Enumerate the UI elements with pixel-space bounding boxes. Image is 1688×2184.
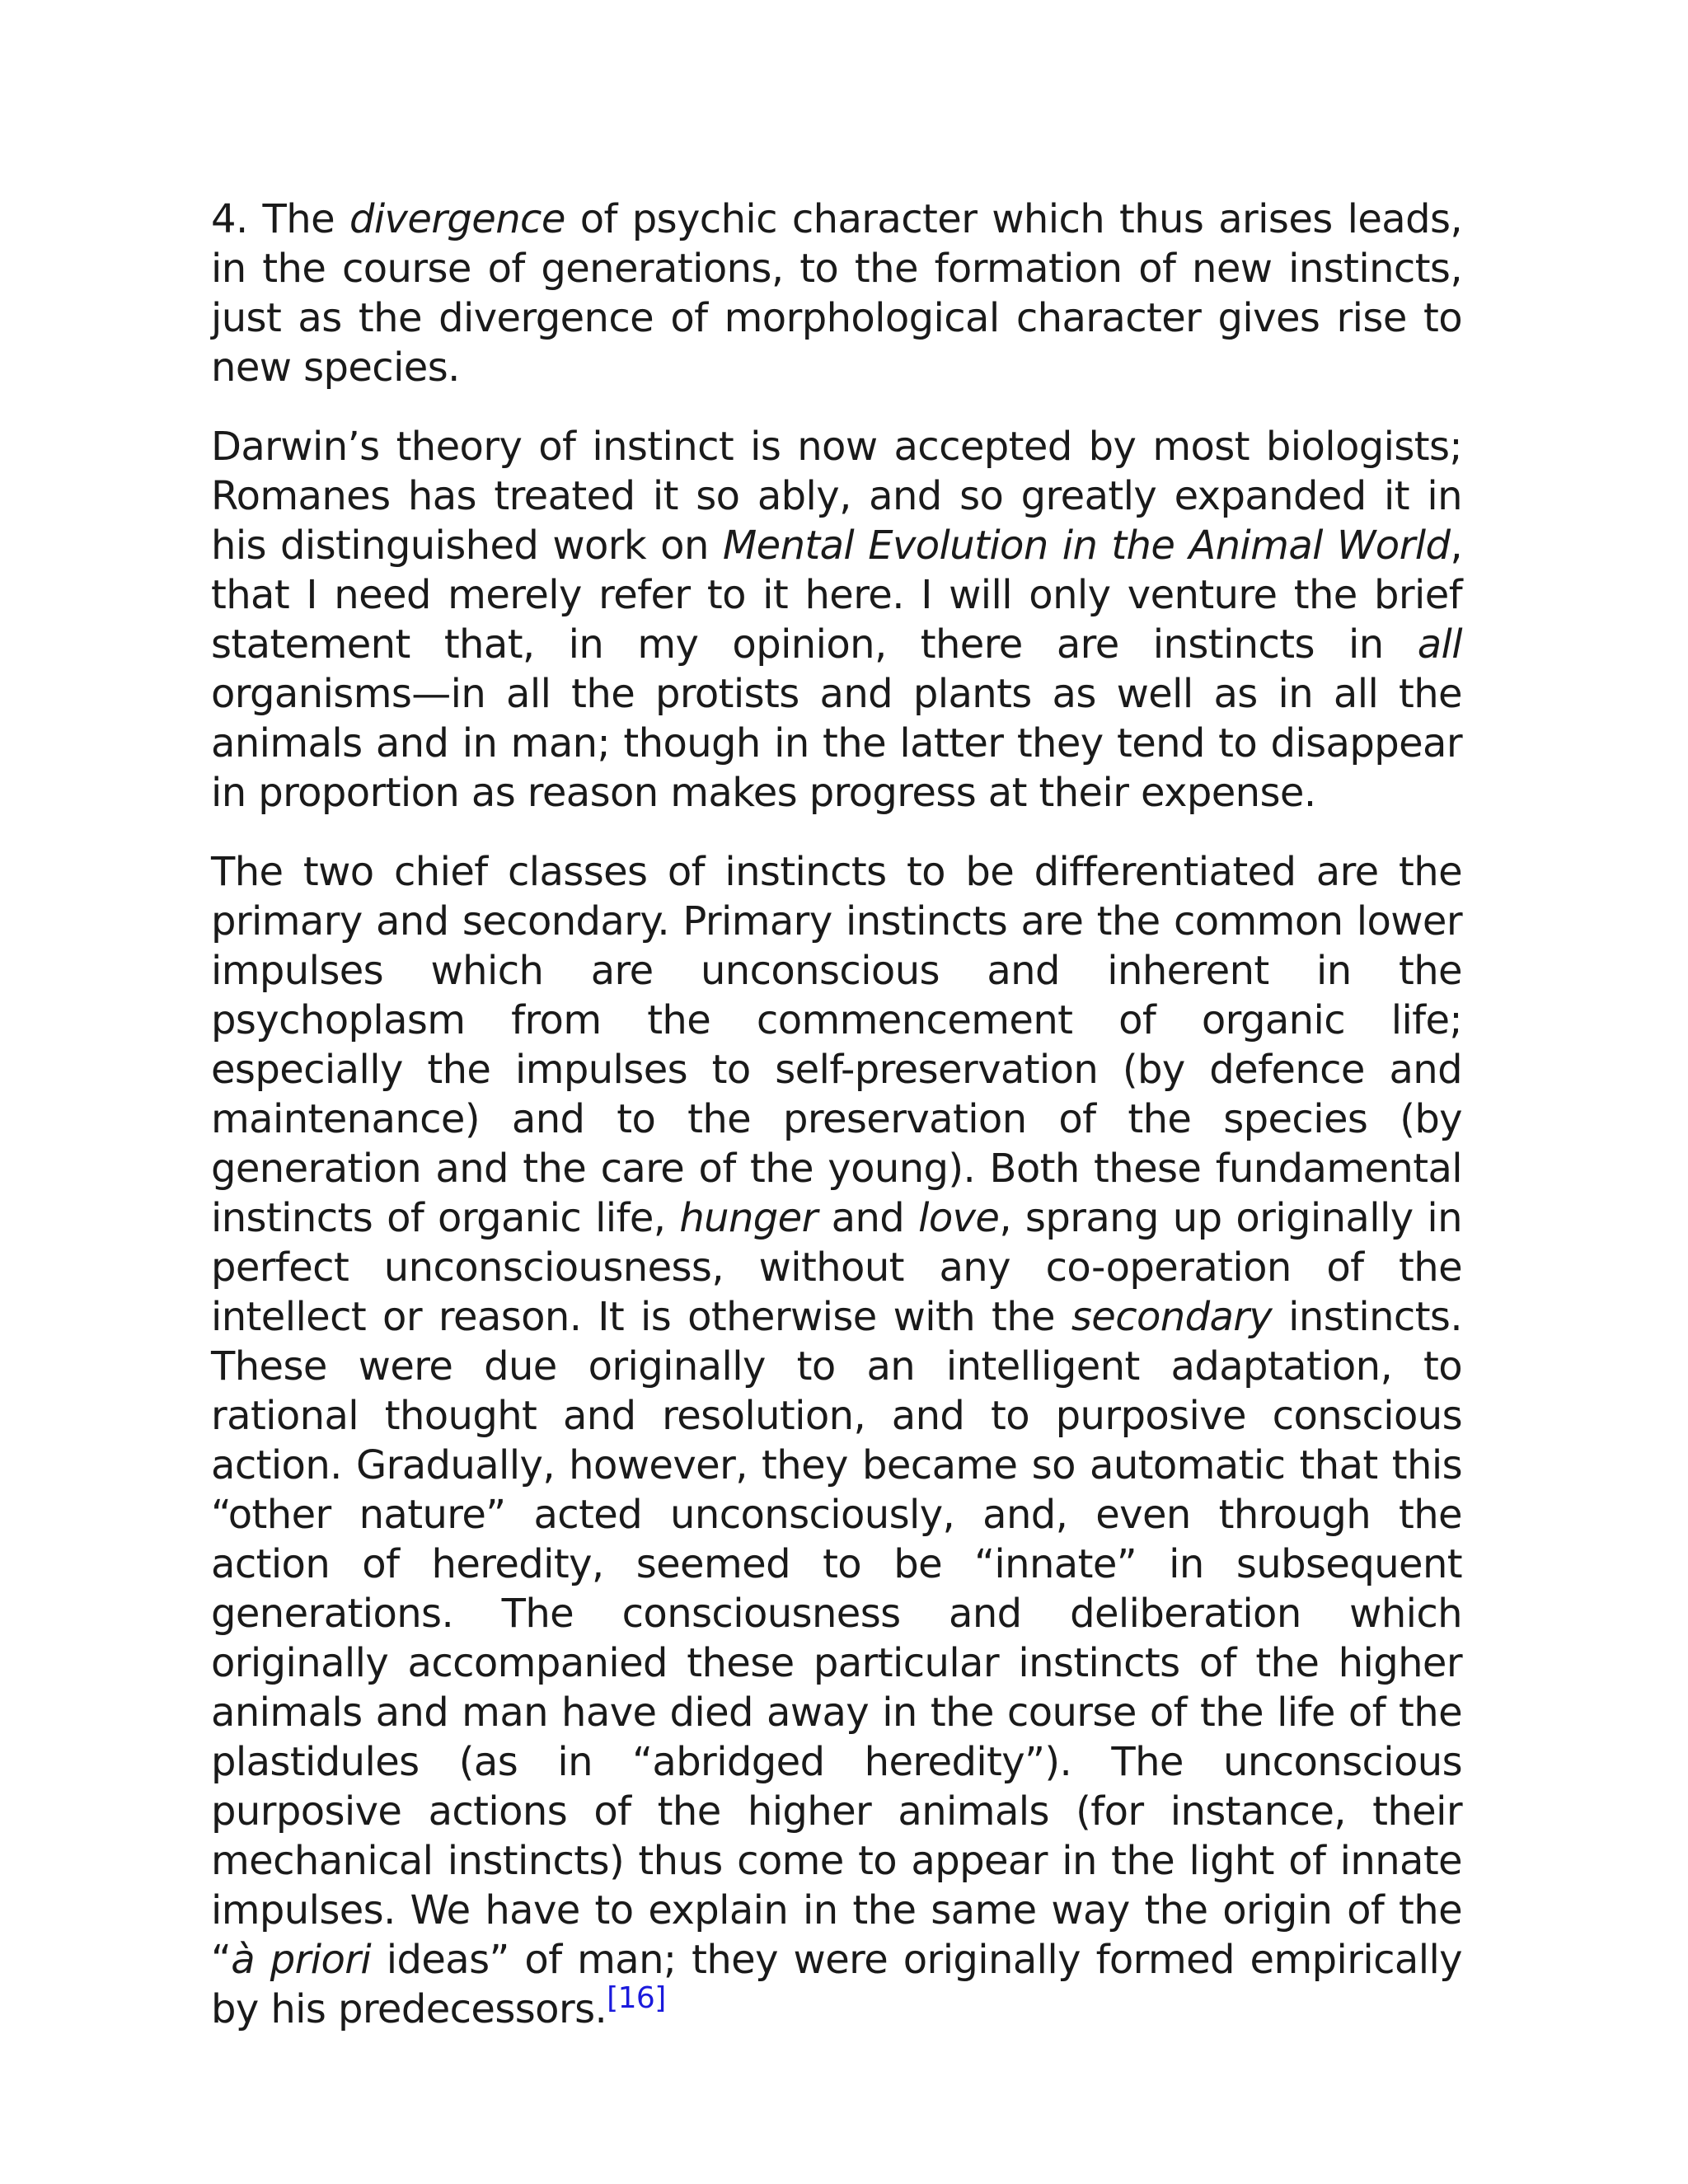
italic-text: hunger — [679, 1195, 818, 1241]
para-4-divergence — [211, 194, 1462, 392]
body-text: , that I need merely refer to it here. I will only venture the brief statement that, in my opinion, there are instincts in — [211, 523, 1462, 668]
body-text: organisms—in all the protists and plants as well as in all the animals and in man; though in the latter they tend to disappear in proportion as reason makes progress at their expense. — [211, 671, 1462, 816]
footnote-link[interactable]: [16] — [607, 1981, 666, 2015]
document-page — [211, 194, 1462, 2034]
italic-text: Mental Evolution in the Animal World — [722, 523, 1451, 569]
body-text: ideas” of man; they were originally formed empirically by his predecessors. — [211, 1937, 1462, 2032]
italic-text: all — [1417, 621, 1462, 668]
italic-text: secondary — [1071, 1294, 1273, 1340]
body-text: , sprang up originally in perfect unconsciousness, without any co-operation of the intellect or reason. It is otherwise with the — [211, 1195, 1462, 1340]
body-text: Darwin’s theory of instinct is now accepted by most biologists; Romanes has treated it so ably, and so greatly expanded it in his distinguished work on — [211, 424, 1462, 569]
body-text: The two chief classes of instincts to be differentiated are the primary and secondary. Primary instincts are the common lower impulses which are unconscious and inherent in the psychoplasm from the commencement of organic life; especially the impulses to self-preservation (by defence and maintenance) and to the preservation of the species (by generation and the care of the young). Both these fundamental instincts of organic life, — [211, 849, 1462, 1241]
body-text: 4. The — [211, 196, 349, 242]
italic-text: à priori — [231, 1937, 372, 1983]
body-text: of psychic character which thus arises leads, in the course of generations, to the formation of new instincts, just as the divergence of morphological character gives rise to new species. — [211, 196, 1463, 391]
para-darwin-theory — [211, 422, 1462, 818]
italic-text: love — [918, 1195, 1000, 1241]
para-two-classes — [211, 847, 1462, 2034]
body-text: and — [817, 1195, 919, 1241]
italic-text: divergence — [349, 196, 565, 242]
body-text: instincts. These were due originally to an intelligent adaptation, to rational thought and resolution, and to purposive conscious action. Gradually, however, they became so automatic that this “other nature” acted unconsciously, and, even through the action of heredity, seemed to be “innate” in subsequent generations. The consciousness and deliberation which originally accompanied these particular instincts of the higher animals and man have died away in the course of the life of the plastidules (as in “abridged heredity”). The unconscious purposive actions of the higher animals (for instance, their mechanical instincts) thus come to appear in the light of innate impulses. We have to explain in the same way the origin of the “ — [211, 1294, 1462, 1983]
